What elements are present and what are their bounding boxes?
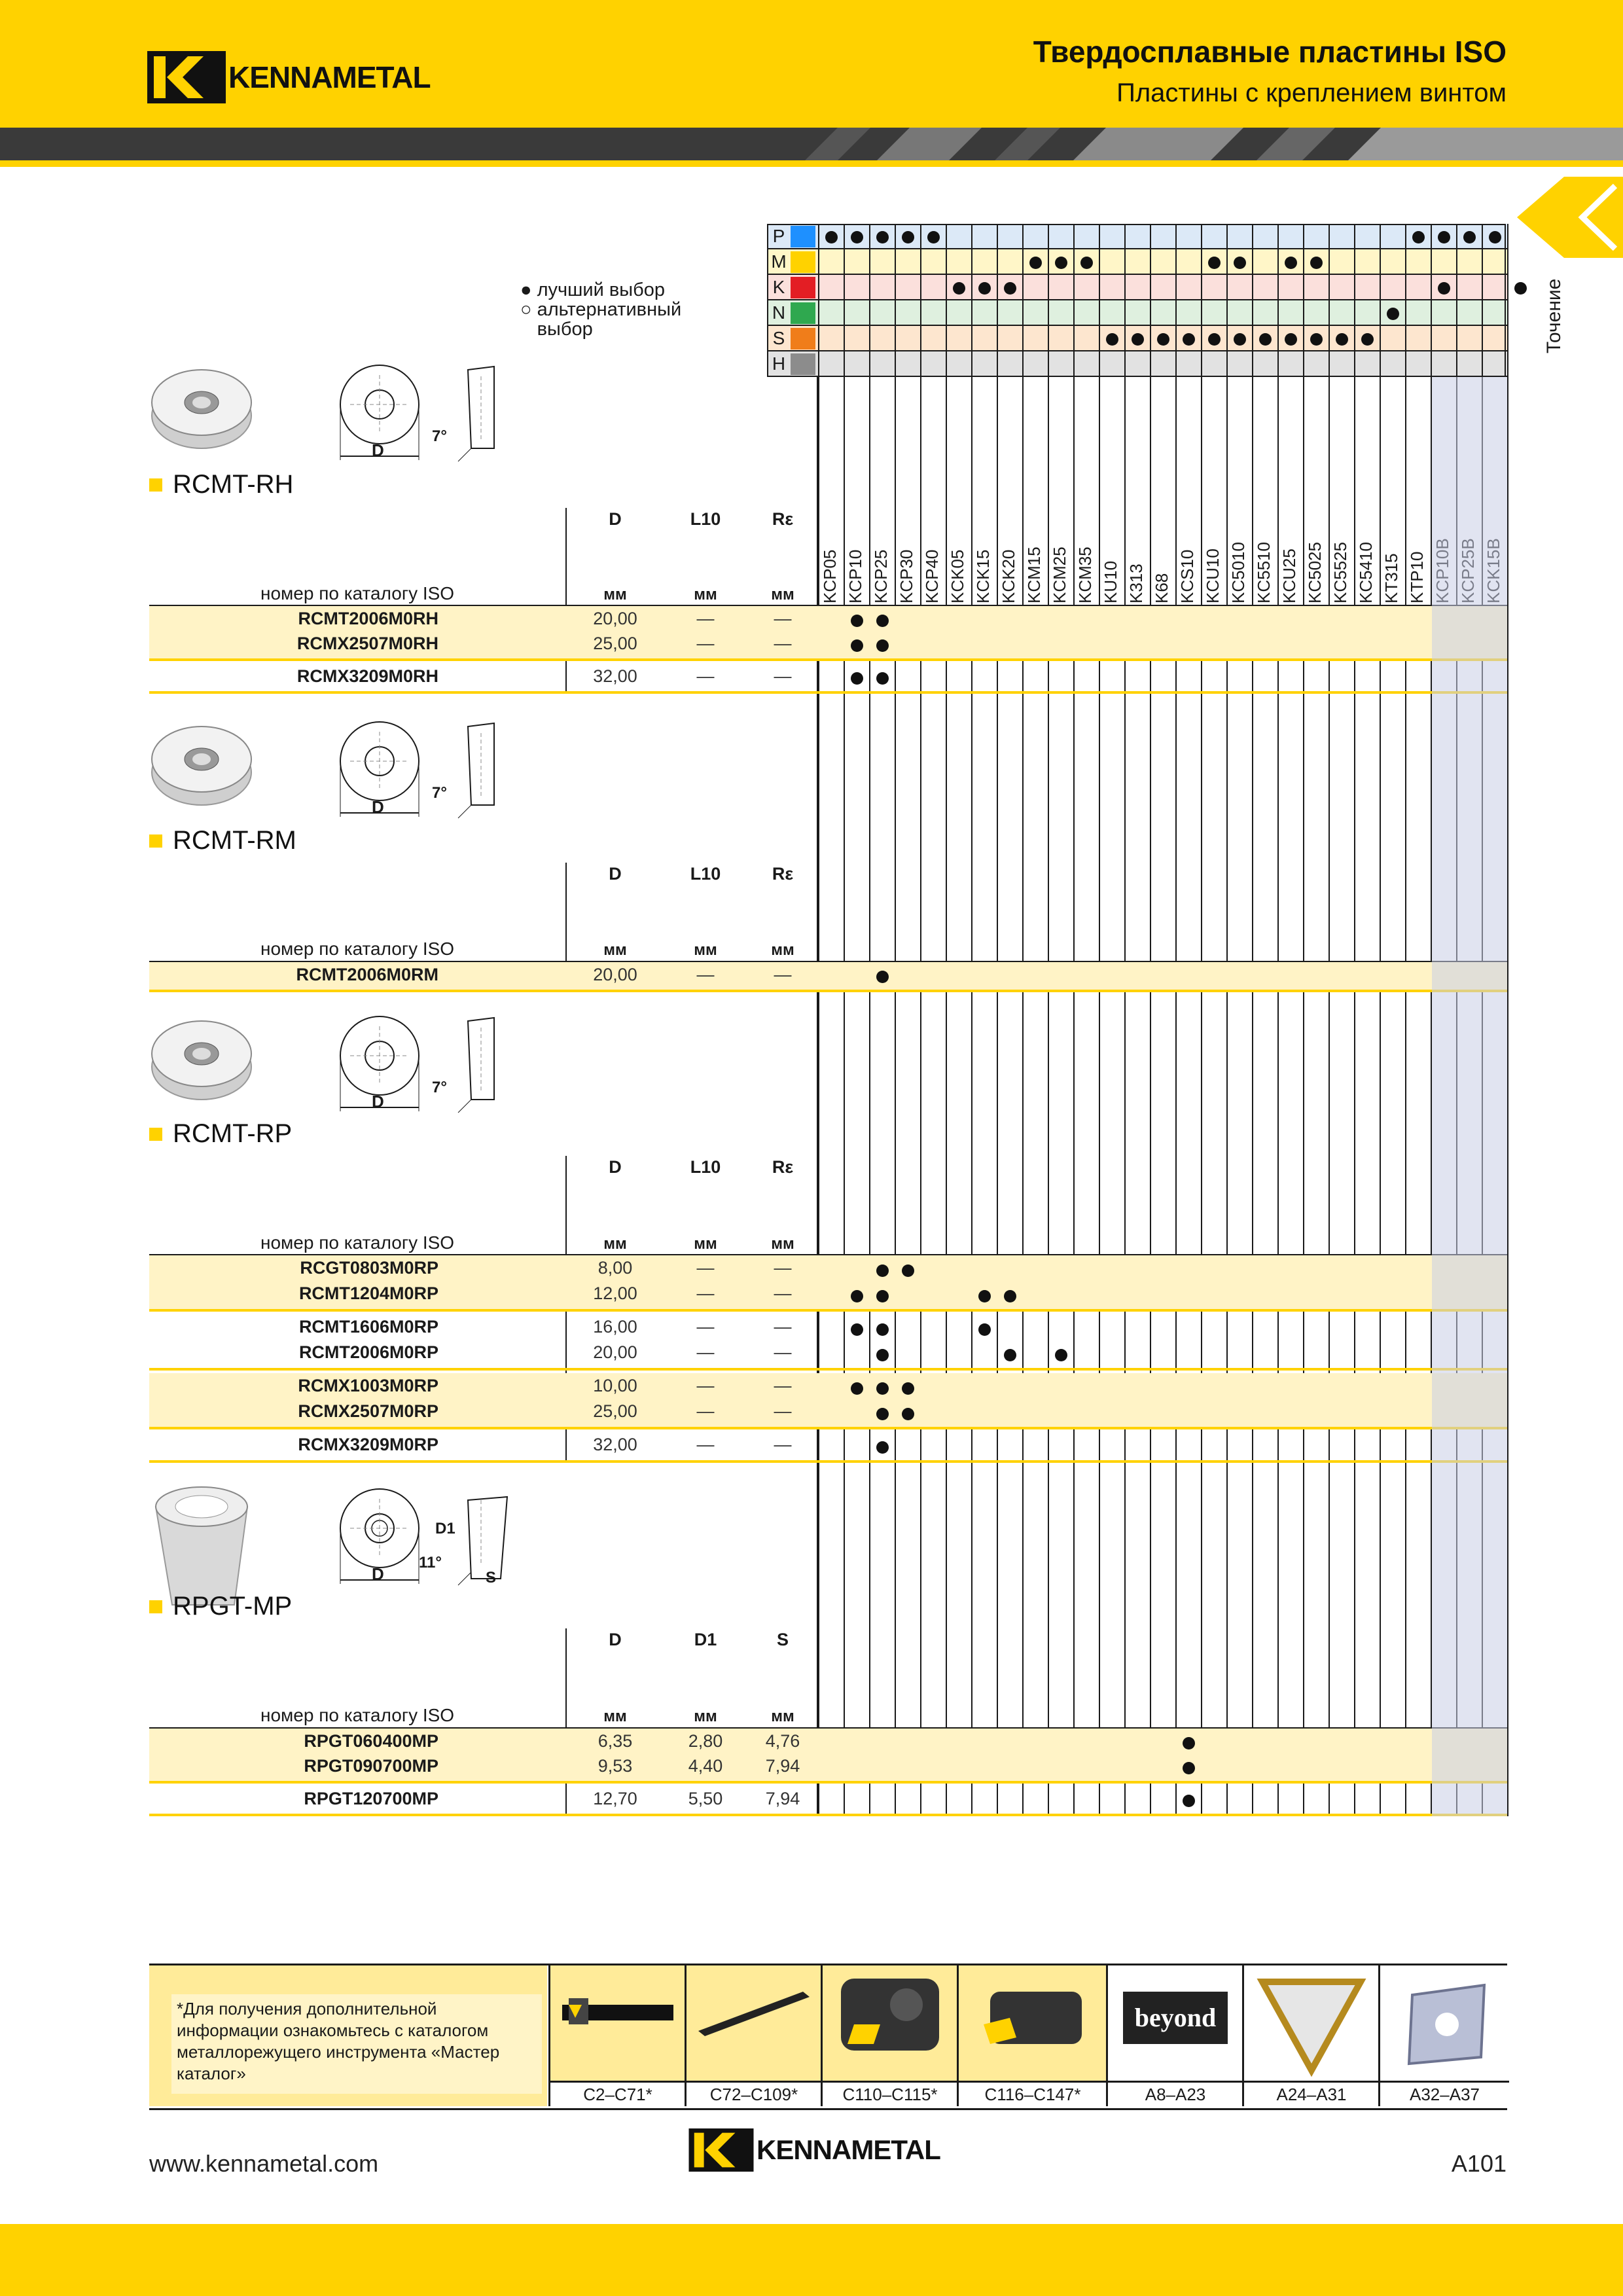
iso-group-code: P xyxy=(772,226,785,246)
spec-value: 7,94 xyxy=(765,1756,800,1776)
beyond-logo: beyond xyxy=(1123,1992,1228,2044)
part-number[interactable]: RCMX3209M0RH xyxy=(296,666,438,686)
catalog-note: *Для получения дополнительной информации ознакомьтесь с каталогом металлорежущего инструмента «Мастер каталог» xyxy=(171,1994,542,2094)
reference-label: C110–C115* xyxy=(823,2081,957,2106)
reference-image xyxy=(550,1965,685,2083)
shaded-grade-columns xyxy=(1432,377,1507,1816)
reference-cell[interactable] xyxy=(1242,1965,1379,2106)
part-number[interactable]: RPGT090700MP xyxy=(304,1756,438,1776)
dimension-label-s: S xyxy=(486,1569,497,1587)
column-header: S xyxy=(776,1630,789,1649)
grade-header xyxy=(974,393,999,603)
spec-divider xyxy=(565,1628,567,1816)
yellow-square-icon xyxy=(149,1128,162,1141)
column-unit: мм xyxy=(603,1235,627,1253)
best-choice-dot xyxy=(876,639,889,652)
column-unit: мм xyxy=(694,1708,717,1725)
spec-value: — xyxy=(696,609,715,628)
column-unit: мм xyxy=(694,941,717,959)
grade-header xyxy=(1076,393,1101,603)
spec-value: — xyxy=(696,666,715,686)
spec-value: — xyxy=(774,1258,792,1278)
row-group-rule xyxy=(149,1814,1507,1816)
grade-header xyxy=(846,393,872,603)
dimension-label-d: D xyxy=(372,1564,384,1584)
grade-label: KCK20 xyxy=(999,549,1018,603)
grade-label: KCP10 xyxy=(846,549,865,603)
grade-label: KCM15 xyxy=(1024,547,1044,603)
angle-label: 7° xyxy=(432,784,447,802)
best-choice-dot xyxy=(851,1323,863,1336)
row-group-rule xyxy=(149,658,1507,661)
reference-image xyxy=(1380,1965,1509,2083)
best-choice-dot xyxy=(876,971,889,983)
insert-photo xyxy=(149,357,254,455)
reference-image xyxy=(687,1965,821,2083)
reference-image xyxy=(1108,1965,1243,2083)
page-subtitle: Пластины с креплением винтом xyxy=(1116,79,1507,107)
section-label-text: Точение xyxy=(1543,278,1565,353)
column-header: D1 xyxy=(694,1630,717,1649)
part-number[interactable]: RCMT1204M0RP xyxy=(298,1283,438,1303)
reference-image xyxy=(959,1965,1107,2083)
grade-label: KC5525 xyxy=(1330,542,1350,603)
spec-value: 16,00 xyxy=(593,1317,637,1336)
spec-value: 20,00 xyxy=(593,609,637,628)
reference-strip xyxy=(149,1964,1507,2110)
website-link[interactable]: www.kennametal.com xyxy=(149,2150,379,2177)
insert-top-view-drawing xyxy=(337,719,435,823)
part-number[interactable]: RCMT1606M0RP xyxy=(298,1317,438,1336)
family-title xyxy=(149,1592,292,1621)
grade-header xyxy=(1229,393,1255,603)
spec-divider xyxy=(565,508,567,694)
best-choice-dot xyxy=(978,1290,991,1302)
insert-top-view-drawing xyxy=(337,1013,435,1118)
grade-header xyxy=(1331,393,1357,603)
grade-label: K68 xyxy=(1152,573,1171,603)
family-title xyxy=(149,470,293,499)
reference-cell[interactable] xyxy=(685,1965,821,2106)
spec-value: 2,80 xyxy=(688,1731,723,1751)
reference-cell[interactable] xyxy=(1378,1965,1509,2106)
legend-alt-label: альтернативный выбор xyxy=(537,299,682,340)
spec-value: — xyxy=(696,1342,715,1362)
reference-label: C2–C71* xyxy=(550,2081,685,2106)
best-choice-dot xyxy=(876,1441,889,1454)
best-choice-dot xyxy=(876,1408,889,1420)
column-unit: мм xyxy=(694,1235,717,1253)
reference-cell[interactable] xyxy=(821,1965,957,2106)
grade-label: KCU10 xyxy=(1203,548,1222,603)
spec-value: — xyxy=(696,1317,715,1336)
spec-value: — xyxy=(774,1435,792,1454)
footer-brand-wordmark: KENNAMETAL xyxy=(757,2134,940,2165)
grade-label: KU10 xyxy=(1101,560,1120,603)
iso-group-code: K xyxy=(772,277,785,297)
spec-value: 10,00 xyxy=(593,1376,637,1395)
grade-label: KCP25 xyxy=(871,549,891,603)
column-unit: мм xyxy=(694,586,717,603)
spec-value: — xyxy=(774,634,792,653)
best-choice-dot xyxy=(851,639,863,652)
best-choice-dot xyxy=(876,672,889,685)
spec-value: 5,50 xyxy=(688,1789,723,1808)
iso-application-dot xyxy=(1514,282,1527,295)
grade-header xyxy=(948,393,974,603)
best-choice-dot xyxy=(876,1265,889,1277)
grade-header xyxy=(1408,393,1433,603)
best-choice-dot xyxy=(851,615,863,627)
iso-matrix-frame xyxy=(767,224,1506,377)
grade-label: KC5025 xyxy=(1305,542,1325,603)
note-box xyxy=(149,1965,547,2106)
insert-side-view-drawing xyxy=(445,713,510,825)
grade-header xyxy=(1306,393,1331,603)
grade-label: KCM25 xyxy=(1050,547,1069,603)
grade-header xyxy=(1204,393,1229,603)
column-unit: мм xyxy=(771,586,794,603)
page-title: Твердосплавные пластины ISO xyxy=(1033,35,1507,69)
grade-header xyxy=(1152,393,1178,603)
spec-value: 8,00 xyxy=(597,1258,633,1278)
spec-value: 9,53 xyxy=(597,1756,633,1776)
grade-column-line xyxy=(817,377,818,1816)
spec-value: — xyxy=(696,1258,715,1278)
reference-label: A24–A31 xyxy=(1244,2081,1379,2106)
grade-label: KC5410 xyxy=(1356,542,1376,603)
spec-value: — xyxy=(774,609,792,628)
spec-value: — xyxy=(696,1435,715,1454)
spec-value: 32,00 xyxy=(593,666,637,686)
spec-value: 7,94 xyxy=(765,1789,800,1808)
reference-label: A8–A23 xyxy=(1108,2081,1243,2106)
column-unit: мм xyxy=(603,941,627,959)
catalog-number-header: номер по каталогу ISO xyxy=(260,1232,455,1253)
family-name: RCMT-RP xyxy=(173,1119,293,1148)
best-choice-dot xyxy=(1004,1290,1016,1302)
column-unit: мм xyxy=(603,1708,627,1725)
footer-logo xyxy=(688,2128,940,2172)
spec-value: — xyxy=(774,1283,792,1303)
row-group-rule xyxy=(149,1427,1507,1429)
grade-header xyxy=(1101,393,1127,603)
column-header: Rε xyxy=(772,1157,794,1177)
iso-group-code: S xyxy=(772,328,785,348)
insert-top-view-drawing xyxy=(337,1486,435,1590)
spec-value: — xyxy=(696,965,715,984)
spec-value: — xyxy=(774,666,792,686)
yellow-square-icon xyxy=(149,834,162,848)
part-number[interactable]: RCMT2006M0RP xyxy=(298,1342,438,1362)
best-choice-dot xyxy=(902,1408,914,1420)
part-number[interactable]: RCMT2006M0RM xyxy=(296,965,438,984)
grade-label: KT315 xyxy=(1382,553,1401,603)
catalog-number-header: номер по каталогу ISO xyxy=(260,1705,455,1725)
part-number[interactable]: RCGT0803M0RP xyxy=(300,1258,438,1278)
grade-label: KCK15 xyxy=(973,549,993,603)
part-number[interactable]: RCMX3209M0RP xyxy=(298,1435,438,1454)
reference-cell[interactable] xyxy=(957,1965,1107,2106)
spec-value: — xyxy=(696,634,715,653)
best-choice-dot xyxy=(902,1382,914,1395)
column-header: Rε xyxy=(772,509,794,529)
best-choice-dot xyxy=(1183,1737,1195,1749)
best-choice-dot xyxy=(876,1349,889,1361)
spec-value: 20,00 xyxy=(593,965,637,984)
grade-header xyxy=(1050,393,1076,603)
column-unit: мм xyxy=(771,941,794,959)
reference-label: C72–C109* xyxy=(687,2081,821,2106)
row-group-rule xyxy=(149,990,1507,992)
grade-label: KCK05 xyxy=(948,549,967,603)
kennametal-k-icon xyxy=(688,2128,754,2172)
column-header: L10 xyxy=(690,1157,721,1177)
dimension-label-d: D xyxy=(372,797,384,817)
reference-label: A32–A37 xyxy=(1380,2081,1509,2106)
angle-label: 7° xyxy=(432,1079,447,1096)
reference-image xyxy=(1244,1965,1379,2083)
grade-label: KC5510 xyxy=(1254,542,1274,603)
grade-label: K313 xyxy=(1126,564,1146,603)
grade-label: KCP40 xyxy=(922,549,942,603)
spec-value: 12,00 xyxy=(593,1283,637,1303)
yellow-square-icon xyxy=(149,478,162,492)
spec-value: — xyxy=(696,1283,715,1303)
insert-top-view-drawing xyxy=(337,362,435,467)
family-name: RCMT-RM xyxy=(173,826,296,855)
grade-header xyxy=(1382,393,1408,603)
dimension-label-d1: D1 xyxy=(435,1520,455,1537)
brand-wordmark: KENNAMETAL xyxy=(228,60,431,94)
grade-label: KC5010 xyxy=(1228,542,1248,603)
grade-label: KCU25 xyxy=(1279,548,1299,603)
row-group-rule xyxy=(149,1368,1507,1371)
best-choice-dot xyxy=(876,615,889,627)
row-group-rule xyxy=(149,691,1507,694)
column-header: L10 xyxy=(690,864,721,884)
family-title xyxy=(149,826,296,855)
grade-header xyxy=(821,393,846,603)
best-choice-dot xyxy=(902,1265,914,1277)
spec-value: 20,00 xyxy=(593,1342,637,1362)
best-choice-dot xyxy=(1183,1762,1195,1774)
grade-header xyxy=(1255,393,1280,603)
part-number[interactable]: RPGT060400MP xyxy=(304,1731,438,1751)
grade-label: KCM35 xyxy=(1075,547,1095,603)
grade-header xyxy=(872,393,897,603)
row-group-rule xyxy=(149,1460,1507,1463)
grade-header xyxy=(1127,393,1152,603)
reference-cell[interactable] xyxy=(1106,1965,1243,2106)
grade-header xyxy=(897,393,923,603)
best-choice-dot xyxy=(876,1382,889,1395)
grade-label: KCP30 xyxy=(897,549,916,603)
spec-value: — xyxy=(774,1317,792,1336)
spec-value: — xyxy=(696,1401,715,1421)
family-name: RCMT-RH xyxy=(173,470,294,499)
catalog-number-header: номер по каталогу ISO xyxy=(260,939,455,959)
reference-label: C116–C147* xyxy=(959,2081,1107,2106)
part-number[interactable]: RCMT2006M0RH xyxy=(298,609,438,628)
grade-label: KCS10 xyxy=(1177,549,1197,603)
open-dot-icon: ○ xyxy=(520,299,537,320)
insert-photo xyxy=(149,713,254,812)
legend-best-label: лучший выбор xyxy=(537,279,665,300)
grade-header xyxy=(1280,393,1306,603)
insert-side-view-drawing xyxy=(445,1008,510,1119)
best-choice-dot xyxy=(1004,1349,1016,1361)
reference-image xyxy=(823,1965,957,2083)
column-header: D xyxy=(609,1630,622,1649)
spec-value: — xyxy=(774,1342,792,1362)
angle-label: 7° xyxy=(432,427,447,445)
filled-dot-icon: ● xyxy=(520,279,532,300)
row-group-rule xyxy=(149,1781,1507,1784)
best-choice-dot xyxy=(851,1382,863,1395)
spec-value: 4,76 xyxy=(765,1731,800,1751)
best-choice-dot xyxy=(876,1323,889,1336)
best-choice-dot xyxy=(851,1290,863,1302)
column-header: D xyxy=(609,1157,622,1177)
spec-value: — xyxy=(774,1401,792,1421)
family-title xyxy=(149,1119,292,1149)
grade-label: KCP05 xyxy=(820,549,840,603)
grade-label: KTP10 xyxy=(1407,551,1427,603)
spec-value: 32,00 xyxy=(593,1435,637,1454)
yellow-square-icon xyxy=(149,1600,162,1613)
spec-value: 25,00 xyxy=(593,1401,637,1421)
grade-header xyxy=(999,393,1025,603)
page-bottom-bar xyxy=(0,2224,1623,2296)
column-header: L10 xyxy=(690,509,721,529)
column-header: D xyxy=(609,509,622,529)
spec-value: 4,40 xyxy=(688,1756,723,1776)
column-unit: мм xyxy=(603,586,627,603)
best-choice-dot xyxy=(978,1323,991,1336)
spec-value: 12,70 xyxy=(593,1789,637,1808)
part-number[interactable]: RCMX2507M0RP xyxy=(298,1401,438,1421)
iso-group-code: N xyxy=(772,302,786,323)
family-name: RPGT-MP xyxy=(173,1592,293,1621)
insert-photo xyxy=(149,1008,254,1106)
spec-value: 25,00 xyxy=(593,634,637,653)
part-number[interactable]: RPGT120700MP xyxy=(304,1789,438,1808)
catalog-number-header: номер по каталогу ISO xyxy=(260,583,455,603)
iso-group-code: M xyxy=(771,251,787,272)
grade-header xyxy=(1357,393,1382,603)
iso-group-code: H xyxy=(772,353,786,374)
page-number: A101 xyxy=(1451,2150,1507,2177)
dimension-label-d: D xyxy=(372,440,384,460)
column-header: D xyxy=(609,864,622,884)
grade-header xyxy=(1025,393,1050,603)
grade-column-line xyxy=(818,224,819,1816)
insert-side-view-drawing xyxy=(445,357,510,468)
insert-photo xyxy=(149,1480,254,1579)
column-unit: мм xyxy=(771,1235,794,1253)
dimension-label-d: D xyxy=(372,1092,384,1111)
column-header: Rε xyxy=(772,864,794,884)
best-choice-dot xyxy=(1183,1795,1195,1807)
part-number[interactable]: RCMX1003M0RP xyxy=(298,1376,438,1395)
grade-header xyxy=(923,393,948,603)
best-choice-dot xyxy=(1055,1349,1067,1361)
best-choice-dot xyxy=(851,672,863,685)
grade-header xyxy=(1178,393,1204,603)
spec-value: 6,35 xyxy=(597,1731,633,1751)
spec-value: — xyxy=(774,965,792,984)
spec-value: — xyxy=(774,1376,792,1395)
part-number[interactable]: RCMX2507M0RH xyxy=(296,634,438,653)
row-group-rule xyxy=(149,1309,1507,1312)
best-choice-dot xyxy=(876,1290,889,1302)
angle-label: 11° xyxy=(419,1554,442,1571)
reference-cell[interactable] xyxy=(548,1965,685,2106)
column-unit: мм xyxy=(771,1708,794,1725)
spec-value: — xyxy=(696,1376,715,1395)
